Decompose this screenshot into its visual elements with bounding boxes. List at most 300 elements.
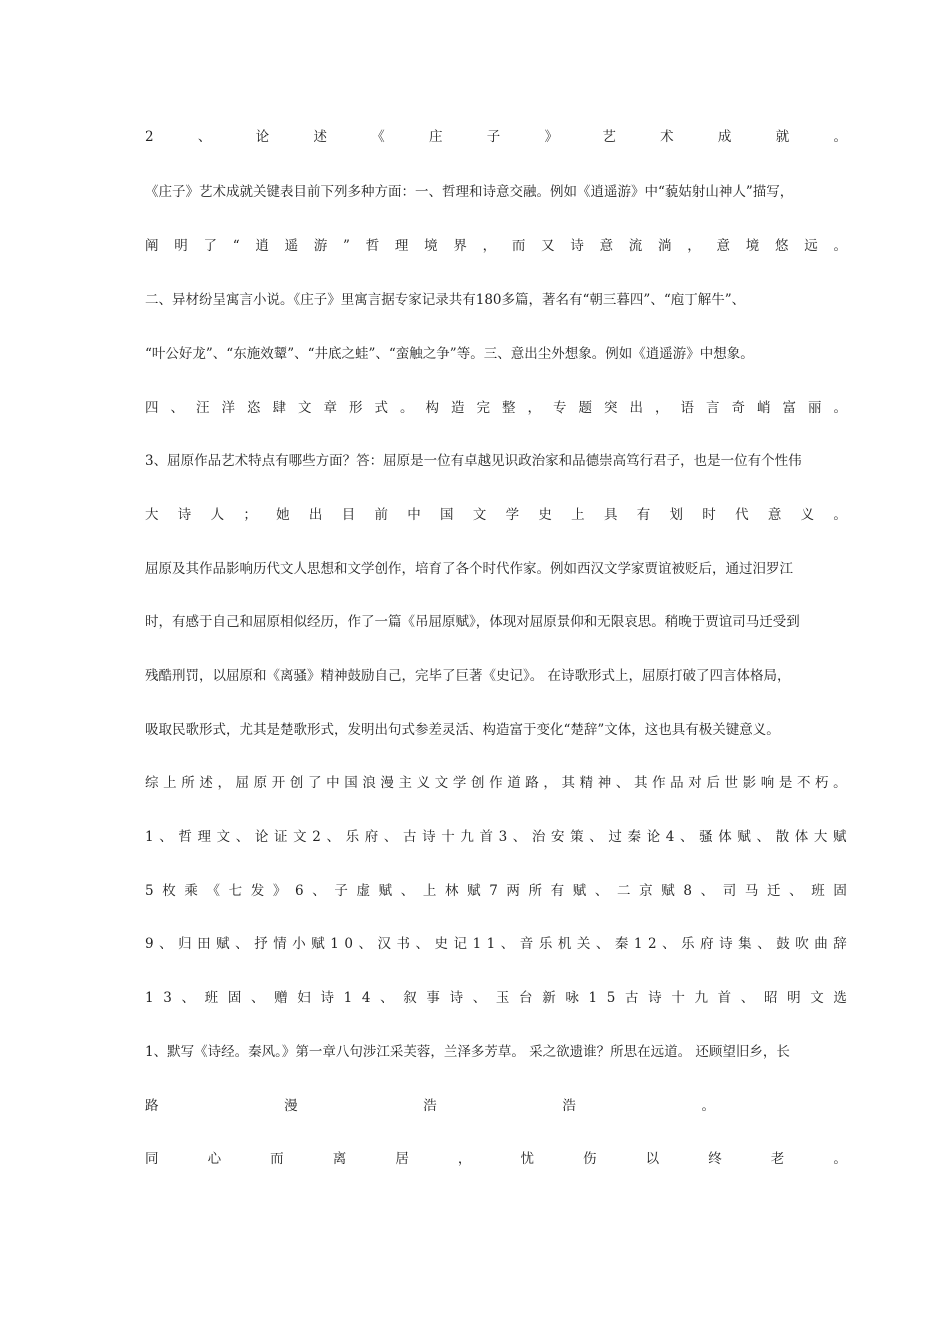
- text-line-17-content-char: 妇: [297, 990, 311, 1006]
- text-line-1-content-char: 述: [313, 129, 327, 145]
- text-line-16-content-char: 吹: [795, 936, 809, 952]
- text-line-3-content-char: 。: [833, 238, 847, 254]
- text-line-8-content-char: 诗: [177, 507, 192, 523]
- text-line-16-content-char: 曲: [814, 936, 828, 952]
- text-line-14-content-char: 2: [312, 829, 321, 845]
- text-line-16-content-char: 、: [662, 936, 676, 952]
- text-line-8-content-char: 意: [767, 507, 782, 523]
- text-line-4: [145, 290, 847, 310]
- text-line-16-content-char: 田: [197, 936, 211, 952]
- text-line-19-content-char: 路: [145, 1098, 159, 1114]
- text-line-14-content-char: 1: [145, 829, 154, 845]
- text-line-13-content-char: 所: [181, 775, 195, 791]
- text-line-13-content-char: 其: [561, 775, 576, 791]
- text-line-8-content-char: 大: [145, 507, 159, 523]
- text-line-15-content-char: 林: [444, 883, 459, 899]
- text-line-3-content-char: “: [232, 238, 240, 254]
- text-line-19-content-char: 漫: [284, 1098, 298, 1114]
- text-line-16-content-char: 1: [633, 936, 643, 952]
- text-line-8-content-char: 前: [374, 507, 388, 523]
- text-line-15: [145, 881, 847, 901]
- text-line-13-content-char: 。: [833, 775, 847, 791]
- text-line-11-content: 残酷刑罚，以屈原和《离骚》精神鼓励自己，完毕了巨著《史记》。 在诗歌形式上，屈原打破了四言体格局，: [145, 668, 791, 684]
- text-line-17-content-char: 咏: [565, 990, 579, 1006]
- text-line-20-content-char: 离: [332, 1151, 347, 1167]
- text-line-13-content-char: 漫: [380, 775, 394, 791]
- text-line-13-content-char: 屈: [235, 775, 250, 791]
- text-line-6-content-char: 文: [298, 400, 312, 416]
- text-line-17-content-char: 、: [740, 990, 755, 1006]
- text-line-20-content-char: 。: [833, 1151, 847, 1167]
- text-line-1-content-char: 就: [775, 129, 790, 145]
- text-line-16-content-char: 、: [358, 936, 372, 952]
- text-line-16-content-char: 、: [500, 936, 515, 952]
- text-line-15-content-char: 虚: [356, 883, 370, 899]
- text-line-15-content-char: 固: [833, 883, 847, 899]
- text-line-8-content-char: 有: [636, 507, 651, 523]
- text-line-16: [145, 934, 847, 954]
- text-line-15-content-char: 司: [722, 883, 737, 899]
- text-line-7-content: 3、屈原作品艺术特点有哪些方面？答：屈原是一位有卓越见识政治家和品德崇高笃行君子，也是一位有个性伟: [145, 453, 802, 469]
- text-line-20-content-char: 同: [145, 1151, 159, 1167]
- text-line-13-content-char: 是: [778, 775, 793, 791]
- text-line-15-content-char: 8: [683, 883, 692, 899]
- text-line-3-content-char: 明: [174, 238, 188, 254]
- text-line-6-content-char: 出: [629, 400, 643, 416]
- text-line-3-content-char: ，: [687, 238, 701, 254]
- text-line-16-content-char: 鼓: [776, 936, 790, 952]
- text-line-15-content-char: 京: [639, 883, 653, 899]
- text-line-6-content-char: ，: [655, 400, 669, 416]
- text-line-17-content: [145, 988, 847, 1008]
- text-line-10-content: 时，有感于自己和屈原相似经历，作了一篇《吊屈原赋》，体现对屈原景仰和无限哀思。稍晚于贾谊司马迁受到: [145, 614, 800, 630]
- text-line-6-content: [145, 398, 847, 418]
- text-line-15-content-char: 迁: [767, 883, 781, 899]
- text-line-20-content-char: 而: [270, 1151, 284, 1167]
- text-line-17-content-char: 1: [343, 990, 353, 1006]
- text-line-14-content-char: 首: [479, 829, 493, 845]
- text-line-3-content-char: 诗: [570, 238, 584, 254]
- text-line-14-content-char: 、: [680, 829, 694, 845]
- text-line-13-content-char: 开: [271, 775, 286, 791]
- text-line-6-content-char: 富: [782, 400, 796, 416]
- text-line-6-content-char: 突: [604, 400, 618, 416]
- text-line-13-content-char: 原: [253, 775, 268, 791]
- text-line-10: [145, 612, 847, 632]
- text-line-6-content-char: 奇: [731, 400, 745, 416]
- text-line-8-content-char: 上: [571, 507, 585, 523]
- text-line-13-content-char: 世: [724, 775, 738, 791]
- text-line-16-content-char: 1: [330, 936, 339, 952]
- text-line-20-content-char: 伤: [583, 1151, 597, 1167]
- text-line-20: [145, 1149, 847, 1169]
- text-line-1-content: [145, 127, 847, 147]
- text-line-14-content-char: 赋: [737, 829, 751, 845]
- text-line-16-content-char: 汉: [377, 936, 391, 952]
- text-line-3: [145, 236, 847, 256]
- text-line-16-content-char: 辞: [833, 936, 847, 952]
- text-line-14-content-char: 证: [273, 829, 288, 845]
- text-line-13-content-char: 朽: [815, 775, 829, 791]
- text-line-15-content-char: 6: [294, 883, 304, 899]
- text-line-16-content-char: 1: [486, 936, 496, 952]
- text-line-14-content-char: 论: [254, 829, 269, 845]
- text-line-6: [145, 398, 847, 418]
- text-line-2: [145, 182, 847, 202]
- text-line-6-content-char: 言: [706, 400, 720, 416]
- text-line-6-content-char: 语: [680, 400, 694, 416]
- text-line-6-content-char: 丽: [808, 400, 822, 416]
- text-line-8-content-char: 义: [800, 507, 815, 523]
- text-line-18: [145, 1042, 847, 1062]
- text-line-14-content-char: 、: [235, 829, 250, 845]
- text-line-3-content-char: 哲: [365, 238, 380, 254]
- text-line-16-content-char: 书: [396, 936, 410, 952]
- text-line-1-content-char: 庄: [429, 129, 443, 145]
- text-line-17-content-char: 诗: [648, 990, 662, 1006]
- text-line-13-content-char: 路: [525, 775, 539, 791]
- text-line-14-content-char: 论: [646, 829, 661, 845]
- text-line-1-content-char: 、: [197, 129, 212, 145]
- text-line-18-content: 1、默写《诗经。秦风。》第一章八句涉江采芙蓉，兰泽多芳草。 采之欲遗谁？所思在远道。 还顾望旧乡，长: [145, 1044, 790, 1060]
- text-line-15-content-char: 赋: [661, 883, 675, 899]
- text-line-8-content-char: 具: [603, 507, 618, 523]
- text-line-3-content-char: 意: [716, 238, 730, 254]
- text-line-17-content-char: 、: [380, 990, 394, 1006]
- text-line-8-content-char: 出: [308, 507, 323, 523]
- text-line-6-content-char: 题: [578, 400, 592, 416]
- text-line-17-content-char: 玉: [495, 990, 510, 1006]
- text-line-17-content-char: 古: [625, 990, 639, 1006]
- text-line-16-content-char: 秦: [614, 936, 629, 952]
- text-line-14-content-char: 府: [364, 829, 379, 845]
- text-line-17-content-char: 九: [694, 990, 708, 1006]
- text-line-13-content-char: 精: [579, 775, 594, 791]
- text-line-3-content: [145, 236, 847, 256]
- text-line-15-content-char: 上: [422, 883, 437, 899]
- text-line-3-content-char: 逍: [255, 238, 269, 254]
- text-line-13-content-char: 义: [416, 775, 431, 791]
- text-line-15-content-char: 有: [550, 883, 565, 899]
- text-line-15-content-char: 发: [250, 883, 265, 899]
- text-line-11: [145, 666, 847, 686]
- text-line-19-content-char: 。: [701, 1098, 715, 1114]
- text-line-13-content-char: 创: [470, 775, 485, 791]
- text-line-6-content-char: 四: [145, 400, 159, 416]
- text-line-16-content-char: 、: [159, 936, 173, 952]
- text-line-6-content-char: 、: [170, 400, 184, 416]
- text-line-13-content-char: 综: [145, 775, 159, 791]
- text-line-14-content-char: 、: [512, 829, 527, 845]
- text-line-13-content-char: 作: [489, 775, 503, 791]
- text-line-3-content-char: 意: [599, 238, 614, 254]
- text-line-16-content-char: 赋: [311, 936, 325, 952]
- text-line-16-content-char: 关: [576, 936, 591, 952]
- text-line-6-content-char: 式: [374, 400, 388, 416]
- text-line-16-content-char: 、: [415, 936, 430, 952]
- text-line-14-content-char: 哲: [178, 829, 192, 845]
- text-line-13-content-char: 、: [615, 775, 630, 791]
- text-line-13-content-char: 道: [507, 775, 521, 791]
- text-line-17-content-char: 、: [472, 990, 487, 1006]
- text-line-1-content-char: 术: [660, 129, 674, 145]
- text-line-13-content-char: 了: [307, 775, 322, 791]
- text-line-13-content-char: 学: [452, 775, 467, 791]
- text-line-6-content-char: 。: [400, 400, 414, 416]
- text-line-3-content-char: 又: [541, 238, 555, 254]
- text-line-19: [145, 1096, 715, 1116]
- text-line-13-content-char: 神: [597, 775, 612, 791]
- text-line-14-content-char: 4: [665, 829, 675, 845]
- text-line-16-content-char: 记: [453, 936, 468, 952]
- text-line-1-content-char: 。: [833, 129, 847, 145]
- text-line-17-content-char: 、: [250, 990, 265, 1006]
- text-line-6-content-char: 构: [425, 400, 439, 416]
- text-line-1-content-char: 》: [544, 129, 559, 145]
- text-line-8-content-char: 学: [505, 507, 520, 523]
- text-line-16-content-char: 赋: [216, 936, 230, 952]
- text-line-19-content-char: 浩: [423, 1098, 437, 1114]
- text-line-17-content-char: 新: [542, 990, 556, 1006]
- text-line-8-content-char: 代: [735, 507, 749, 523]
- text-line-14-content-char: 九: [460, 829, 474, 845]
- text-line-3-content-char: 境: [745, 238, 760, 254]
- text-line-6-content-char: 。: [833, 400, 847, 416]
- text-line-7: [145, 451, 847, 471]
- text-line-13-content: [145, 773, 847, 793]
- text-line-3-content-char: 远: [804, 238, 818, 254]
- text-line-16-content-char: 音: [519, 936, 534, 952]
- text-line-6-content-char: 整: [502, 400, 516, 416]
- text-line-16-content: [145, 934, 847, 954]
- text-line-15-content-char: 赋: [467, 883, 481, 899]
- text-line-13-content-char: 响: [760, 775, 775, 791]
- text-line-13: [145, 773, 847, 793]
- text-line-3-content-char: 而: [511, 238, 526, 254]
- text-line-13-content-char: 后: [706, 775, 720, 791]
- text-line-20-content-char: 忧: [520, 1151, 534, 1167]
- text-line-17-content-char: 4: [361, 990, 371, 1006]
- text-line-14-content-char: 十: [441, 829, 455, 845]
- text-line-13-content-char: 作: [652, 775, 666, 791]
- text-line-8-content-char: 中: [407, 507, 421, 523]
- text-line-16-content-char: 抒: [254, 936, 268, 952]
- text-line-8-content-char: 划: [669, 507, 683, 523]
- text-line-17-content-char: 明: [787, 990, 801, 1006]
- text-line-3-content-char: 理: [394, 238, 409, 254]
- text-line-6-content-char: 形: [349, 400, 363, 416]
- text-line-15-content-char: 两: [506, 883, 520, 899]
- text-line-17-content-char: 叙: [403, 990, 417, 1006]
- text-line-13-content-char: 浪: [362, 775, 376, 791]
- text-line-16-content-char: 2: [648, 936, 657, 952]
- text-line-20-content-char: 老: [770, 1151, 785, 1167]
- text-line-17-content-char: 诗: [449, 990, 464, 1006]
- text-line-13-content-char: 其: [633, 775, 648, 791]
- text-line-17-content-char: 十: [671, 990, 685, 1006]
- text-line-15-content-char: 乘: [184, 883, 198, 899]
- text-line-13-content-char: 中: [326, 775, 340, 791]
- text-line-20-content: [145, 1149, 847, 1169]
- text-line-20-content-char: 居: [395, 1151, 409, 1167]
- text-line-14-content-char: 秦: [627, 829, 642, 845]
- text-line-15-content-char: 、: [700, 883, 715, 899]
- text-line-16-content-char: 、: [595, 936, 610, 952]
- text-line-3-content-char: 阐: [145, 238, 159, 254]
- text-line-5-content: “叶公好龙”、“东施效颦”、“井底之蛙”、“蛮触之争”等。三、意出尘外想象。例如《逍遥游》中想象。: [145, 346, 754, 362]
- text-line-17-content-char: 1: [145, 990, 154, 1006]
- text-line-16-content-char: 、: [235, 936, 249, 952]
- text-line-17-content-char: 赠: [274, 990, 288, 1006]
- text-line-17-content-char: 首: [717, 990, 732, 1006]
- text-line-13-content-char: 创: [289, 775, 304, 791]
- text-line-17-content-char: 选: [833, 990, 847, 1006]
- text-line-1-content-char: 2: [145, 129, 154, 145]
- text-line-8-content-char: 目: [341, 507, 356, 523]
- text-line-13-content-char: 品: [670, 775, 684, 791]
- text-line-13-content-char: 主: [398, 775, 413, 791]
- text-line-14: [145, 827, 847, 847]
- text-line-15-content-char: 赋: [378, 883, 393, 899]
- text-line-8: [145, 505, 847, 525]
- text-line-16-content-char: 诗: [719, 936, 733, 952]
- text-line-1-content-char: 《: [371, 129, 385, 145]
- text-line-6-content-char: 章: [323, 400, 337, 416]
- text-line-8-content-char: 文: [472, 507, 487, 523]
- text-line-16-content-char: 府: [700, 936, 714, 952]
- text-line-19-content: [145, 1096, 715, 1116]
- text-line-4-content: 二、异材纷呈寓言小说。《庄子》里寓言据专家记录共有180多篇，著名有“朝三暮四”、“庖丁解牛”、: [145, 292, 746, 308]
- text-line-14-content-char: 治: [531, 829, 546, 845]
- text-line-14-content-char: 诗: [422, 829, 436, 845]
- text-line-13-content-char: 影: [742, 775, 757, 791]
- text-line-14-content-char: 文: [293, 829, 307, 845]
- text-line-3-content-char: ”: [343, 238, 350, 254]
- text-line-14-content-char: 、: [589, 829, 603, 845]
- text-line-17-content-char: 1: [588, 990, 598, 1006]
- text-line-3-content-char: ，: [482, 238, 497, 254]
- text-line-8-content: [145, 505, 847, 525]
- text-line-3-content-char: 悠: [774, 238, 789, 254]
- text-line-6-content-char: 洋: [221, 400, 235, 416]
- text-line-6-content-char: 恣: [247, 400, 261, 416]
- text-line-15-content-char: 、: [312, 883, 326, 899]
- text-line-6-content-char: 汪: [196, 400, 210, 416]
- text-line-14-content-char: 策: [570, 829, 584, 845]
- text-line-15-content-char: 、: [400, 883, 415, 899]
- text-line-14-content-char: 乐: [345, 829, 360, 845]
- text-line-16-content-char: 情: [273, 936, 287, 952]
- text-line-15-content-char: 赋: [572, 883, 587, 899]
- text-line-6-content-char: 峭: [757, 400, 771, 416]
- text-line-16-content-char: 归: [178, 936, 192, 952]
- text-line-14-content-char: 骚: [699, 829, 713, 845]
- text-line-20-content-char: 以: [645, 1151, 660, 1167]
- text-line-3-content-char: 界: [453, 238, 467, 254]
- text-line-17-content-char: 昭: [763, 990, 778, 1006]
- text-line-8-content-char: 。: [833, 507, 847, 523]
- text-line-20-content-char: ，: [457, 1151, 472, 1167]
- text-line-17-content-char: 5: [606, 990, 616, 1006]
- text-line-13-content-char: ，: [217, 775, 231, 791]
- text-line-12: [145, 720, 847, 740]
- text-line-13-content-char: 不: [796, 775, 811, 791]
- text-line-15-content-char: 、: [789, 883, 803, 899]
- text-line-14-content-char: 大: [813, 829, 828, 845]
- text-line-9-content: 屈原及其作品影响历代文人思想和文学创作，培育了各个时代作家。例如西汉文学家贾谊被贬后，通过汨罗江: [145, 561, 793, 577]
- text-line-8-content-char: 时: [702, 507, 716, 523]
- text-line-15-content-char: 马: [744, 883, 759, 899]
- text-line-15-content-char: 子: [334, 883, 348, 899]
- text-line-15-content-char: 所: [528, 883, 543, 899]
- text-line-17-content-char: 诗: [320, 990, 334, 1006]
- text-line-17-content-char: 3: [163, 990, 172, 1006]
- text-line-14-content: [145, 827, 847, 847]
- text-line-17-content-char: 文: [810, 990, 824, 1006]
- text-line-16-content-char: 史: [434, 936, 449, 952]
- text-line-15-content-char: 二: [617, 883, 631, 899]
- text-line-14-content-char: 、: [756, 829, 770, 845]
- text-line-16-content-char: 0: [344, 936, 353, 952]
- text-line-8-content-char: 人: [210, 507, 225, 523]
- text-line-6-content-char: ，: [527, 400, 541, 416]
- text-line-15-content-char: 》: [272, 883, 287, 899]
- text-line-3-content-char: 淌: [658, 238, 672, 254]
- text-line-3-content-char: 流: [628, 238, 643, 254]
- text-line-8-content-char: ；: [243, 507, 257, 523]
- text-line-15-content: [145, 881, 847, 901]
- text-line-15-content-char: 《: [206, 883, 220, 899]
- text-line-6-content-char: 完: [476, 400, 490, 416]
- text-line-16-content-char: 乐: [538, 936, 553, 952]
- text-line-3-content-char: 境: [424, 238, 438, 254]
- text-line-15-content-char: 枚: [162, 883, 176, 899]
- text-line-14-content-char: 安: [551, 829, 565, 845]
- text-line-17-content-char: 、: [181, 990, 195, 1006]
- text-line-1-content-char: 论: [255, 129, 270, 145]
- text-line-8-content-char: 她: [276, 507, 290, 523]
- text-line-15-content-char: 班: [811, 883, 825, 899]
- text-line-14-content-char: 赋: [833, 829, 847, 845]
- text-line-12-content: 吸取民歌形式，尤其是楚歌形式，发明出句式参差灵活、构造富于变化“楚辞”文体，这也具有极关键意义。: [145, 722, 780, 738]
- text-line-16-content-char: 小: [292, 936, 306, 952]
- text-line-20-content-char: 心: [207, 1151, 222, 1167]
- text-line-6-content-char: 专: [553, 400, 567, 416]
- text-line-14-content-char: 、: [383, 829, 398, 845]
- text-line-14-content-char: 体: [794, 829, 809, 845]
- text-line-16-content-char: 、: [757, 936, 771, 952]
- text-line-16-content-char: 集: [738, 936, 752, 952]
- text-line-14-content-char: 体: [718, 829, 732, 845]
- text-line-14-content-char: 、: [326, 829, 340, 845]
- text-line-14-content-char: 、: [159, 829, 173, 845]
- text-line-6-content-char: 肆: [272, 400, 286, 416]
- text-line-1: [145, 127, 847, 147]
- text-line-14-content-char: 3: [498, 829, 508, 845]
- text-line-14-content-char: 散: [775, 829, 790, 845]
- text-line-3-content-char: 了: [203, 238, 217, 254]
- text-line-13-content-char: 述: [199, 775, 213, 791]
- text-line-14-content-char: 古: [402, 829, 417, 845]
- text-line-6-content-char: 造: [451, 400, 465, 416]
- text-line-15-content-char: 5: [145, 883, 154, 899]
- text-line-13-content-char: ，: [543, 775, 557, 791]
- text-line-13-content-char: 国: [344, 775, 358, 791]
- text-line-13-content-char: 文: [434, 775, 449, 791]
- text-line-17-content-char: 台: [519, 990, 533, 1006]
- text-line-15-content-char: 7: [489, 883, 498, 899]
- text-line-17: [145, 988, 847, 1008]
